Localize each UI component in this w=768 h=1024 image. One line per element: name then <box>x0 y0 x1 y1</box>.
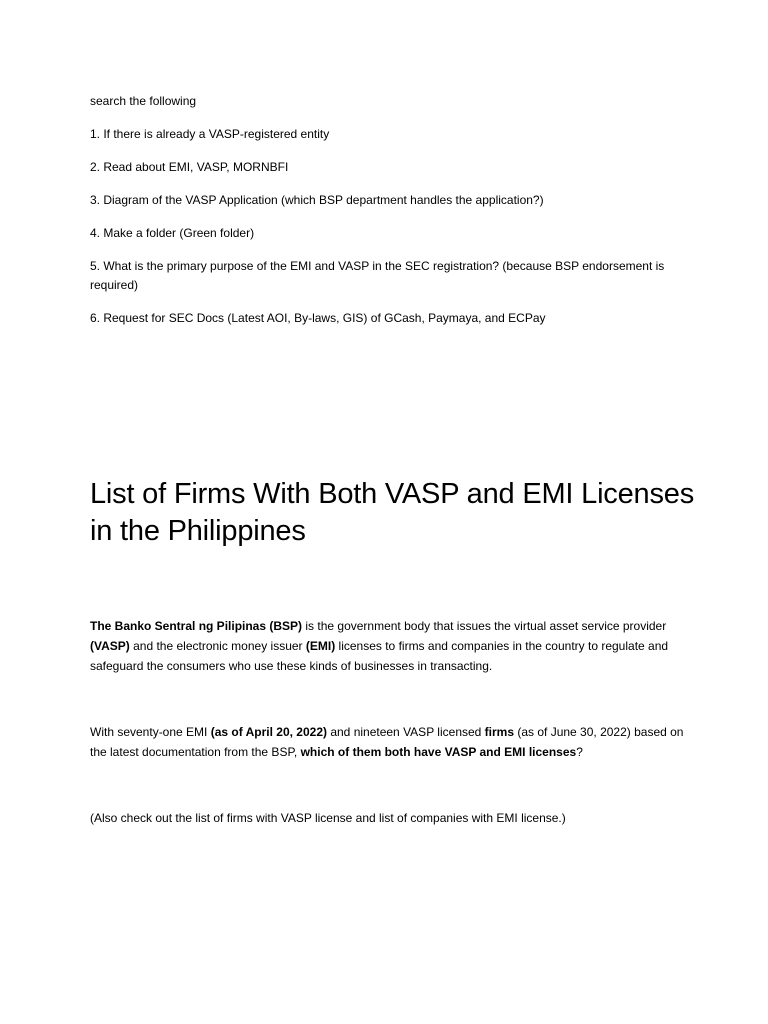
article-paragraph-counts: With seventy-one EMI (as of April 20, 2022) and nineteen VASP licensed firms (as of June 30, 2022) based on the latest documentation from the BSP, which of them both have VASP and EMI licenses? <box>90 725 684 759</box>
notes-item: 3. Diagram of the VASP Application (which BSP department handles the application?) <box>90 193 544 207</box>
notes-item: 5. What is the primary purpose of the EMI and VASP in the SEC registration? (because BSP endorsement is required) <box>90 259 665 292</box>
article-title: List of Firms With Both VASP and EMI Licenses in the Philippines <box>90 478 694 547</box>
notes-item: 4. Make a folder (Green folder) <box>90 226 255 240</box>
notes-intro: search the following <box>90 94 197 108</box>
notes-item: 1. If there is already a VASP-registered entity <box>90 127 330 141</box>
todo-notes <box>90 92 690 342</box>
emi-abbr: (EMI) <box>305 639 336 653</box>
notes-item: 6. Request for SEC Docs (Latest AOI, By-laws, GIS) of GCash, Paymaya, and ECPay <box>90 311 546 325</box>
article-paragraph-bsp: The Banko Sentral ng Pilipinas (BSP) is the government body that issues the virtual asset service provider (VASP) and the electronic money issuer (EMI) licenses to firms and companies in the country to regulate and safeguard the consumers who use these kinds of businesses in transacting. <box>90 619 669 673</box>
notes-item: 2. Read about EMI, VASP, MORNBFI <box>90 160 289 174</box>
vasp-abbr: (VASP) <box>90 639 130 653</box>
bsp-name: The Banko Sentral ng Pilipinas (BSP) <box>90 619 303 633</box>
article-paragraph-see-also: (Also check out the list of firms with VASP license and list of companies with EMI license.) <box>90 811 566 825</box>
